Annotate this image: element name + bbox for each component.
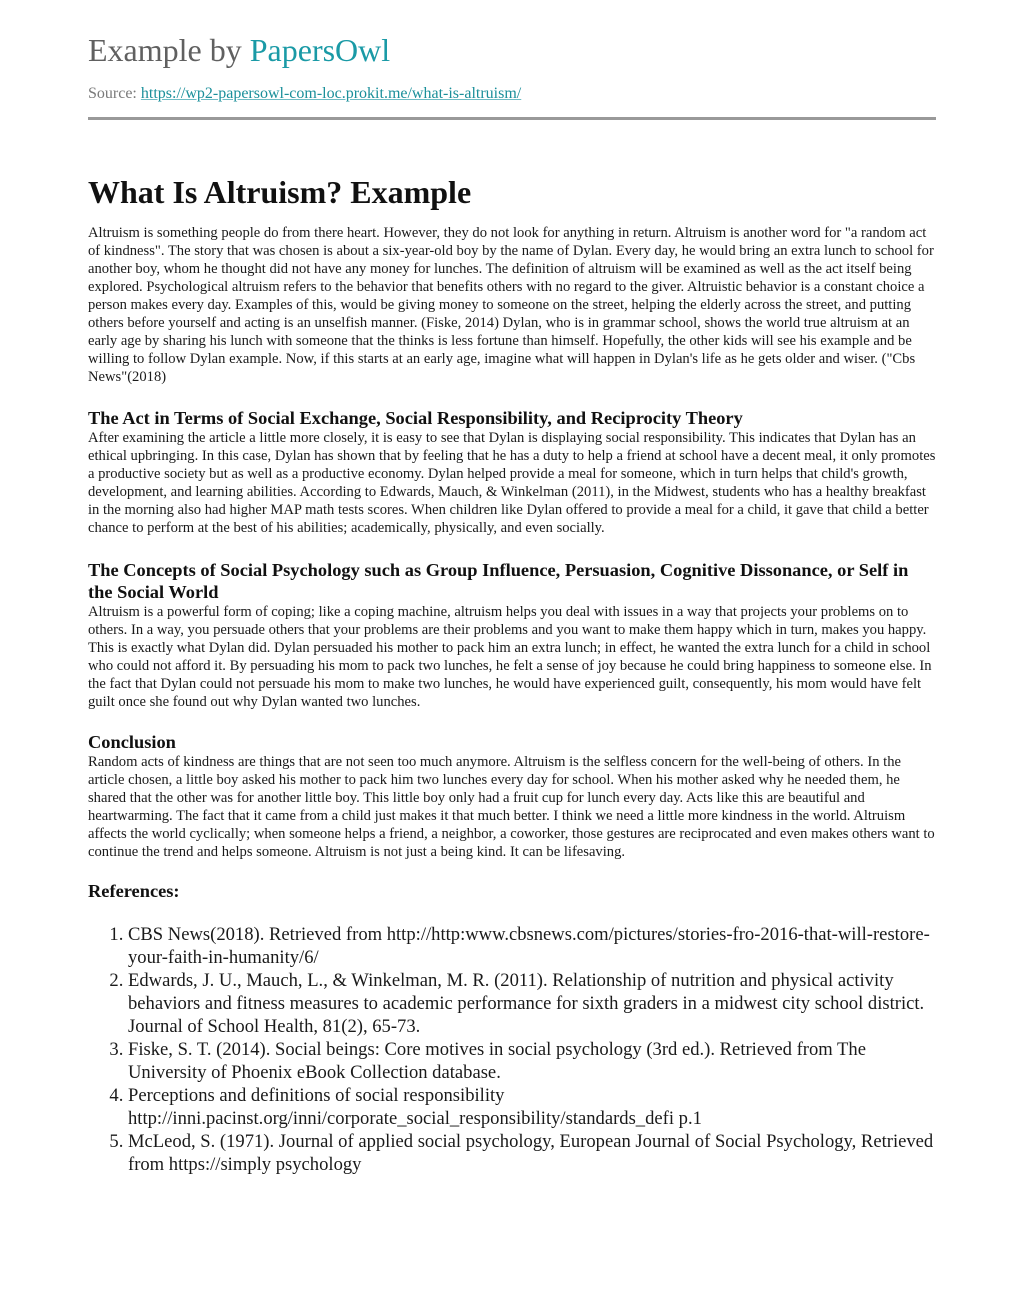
brand-name[interactable]: PapersOwl bbox=[249, 32, 391, 68]
reference-item: 3. Fiske, S. T. (2014). Social beings: Core motives in social psychology (3rd ed.). Retrieved from The University of Phoenix eBook Collection database. bbox=[128, 1038, 936, 1084]
reference-item: 2. Edwards, J. U., Mauch, L., & Winkelman, M. R. (2011). Relationship of nutrition and physical activity behaviors and fitness measures to academic performance for sixth graders in a midwest city school district. Journal of School Health, 81(2), 65-73. bbox=[128, 969, 936, 1038]
section-heading-social-exchange: The Act in Terms of Social Exchange, Social Responsibility, and Reciprocity Theory bbox=[88, 408, 743, 428]
document-title: What Is Altruism? Example bbox=[88, 174, 472, 210]
source-link[interactable]: https://wp2-papersowl-com-loc.prokit.me/what-is-altruism/ bbox=[140, 85, 522, 102]
brand-prefix: Example by bbox=[88, 32, 250, 68]
header-divider bbox=[88, 117, 936, 120]
references-heading: References: bbox=[88, 881, 180, 901]
reference-item: 4. Perceptions and definitions of social responsibility http://inni.pacinst.org/inni/corporate_social_responsibility/standards_defi p.1 bbox=[128, 1084, 936, 1130]
document-page bbox=[88, 0, 936, 1176]
section-heading-conclusion: Conclusion bbox=[88, 732, 176, 752]
section-body-social-exchange: After examining the article a little more closely, it is easy to see that Dylan is displaying social responsibility. This indicates that Dylan has an ethical upbringing. In this case, Dylan has shown that by feeling that he has a duty to help a friend at school have a decent meal, it only promotes a productive society but as well as a productive economy. Dylan helped provide a meal for someone, which in turn helps that child's growth, development, and learning abilities. According to Edwards, Mauch, & Winkelman (2011), in the Midwest, students who has a healthy breakfast in the morning also had higher MAP math tests scores. When children like Dylan offered to provide a meal for a child, it gave that child a better chance to perform at the best of his abilities; academically, physically, and even socially. bbox=[88, 430, 936, 536]
reference-item: 5. McLeod, S. (1971). Journal of applied social psychology, European Journal of Social Psychology, Retrieved from https://simply psychology bbox=[128, 1130, 936, 1176]
source-label: Source: bbox=[88, 85, 141, 102]
intro-paragraph: Altruism is something people do from there heart. However, they do not look for anything in return. Altruism is another word for "a random act of kindness". The story that was chosen is about a six-year-old boy by the name of Dylan. Every day, he would bring an extra lunch to school for another boy, whom he thought did not have any money for lunches. The definition of altruism will be examined as well as the act itself being explored. Psychological altruism refers to the behavior that benefits others with no regard to the giver. Altruistic behavior is a constant choice a person makes every day. Examples of this, would be giving money to someone on the street, helping the elderly across the street, and putting others before yourself and acting is an unselfish manner. (Fiske, 2014) Dylan, who is in grammar school, shows the world true altruism at an early age by sharing his lunch with someone that the thinks is less fortune than himself. Hopefully, the other kids will see his example and be willing to follow Dylan example. Now, if this starts at an early age, imagine what will happen in Dylan's life as he gets older and wiser. ("Cbs News"(2018) bbox=[88, 225, 934, 385]
section-body-conclusion: Random acts of kindness are things that are not seen too much anymore. Altruism is the selfless concern for the well-being of others. In the article chosen, a little boy asked his mother to pack him two lunches every day for school. When his mother asked why he needed them, he shared that the other was for another little boy. This little boy only had a fruit cup for lunch every day. Acts like this are beautiful and heartwarming. The fact that it came from a child just makes it that much better. I think we need a little more kindness in the world. Altruism affects the world cyclically; when someone helps a friend, a neighbor, a coworker, those gestures are reciprocated and even makes others want to continue the trend and helps someone. Altruism is not just a being kind. It can be lifesaving. bbox=[88, 754, 935, 860]
reference-item: 1. CBS News(2018). Retrieved from http://http:www.cbsnews.com/pictures/stories-fro-2016-that-will-restore-your-faith-in-humanity/6/ bbox=[128, 923, 936, 969]
source-line bbox=[88, 84, 936, 104]
section-heading-social-psychology: The Concepts of Social Psychology such as Group Influence, Persuasion, Cognitive Dissonance, or Self in the Social World bbox=[88, 560, 909, 602]
references-list bbox=[88, 923, 936, 1176]
brand-header bbox=[88, 30, 936, 70]
section-body-social-psychology: Altruism is a powerful form of coping; like a coping machine, altruism helps you deal with issues in a way that projects your problems on to others. In a way, you persuade others that your problems are their problems and you want to make them happy which in turn, makes you happy. This is exactly what Dylan did. Dylan persuaded his mother to pack him an extra lunch; in effect, he wanted the extra lunch for a child in school who could not afford it. By persuading his mom to pack two lunches, he felt a sense of joy because he could bring happiness to someone else. In the fact that Dylan could not persuade his mom to make two lunches, he would have experienced guilt, consequently, his mom would have felt guilt once she found out why Dylan wanted two lunches. bbox=[88, 604, 932, 710]
